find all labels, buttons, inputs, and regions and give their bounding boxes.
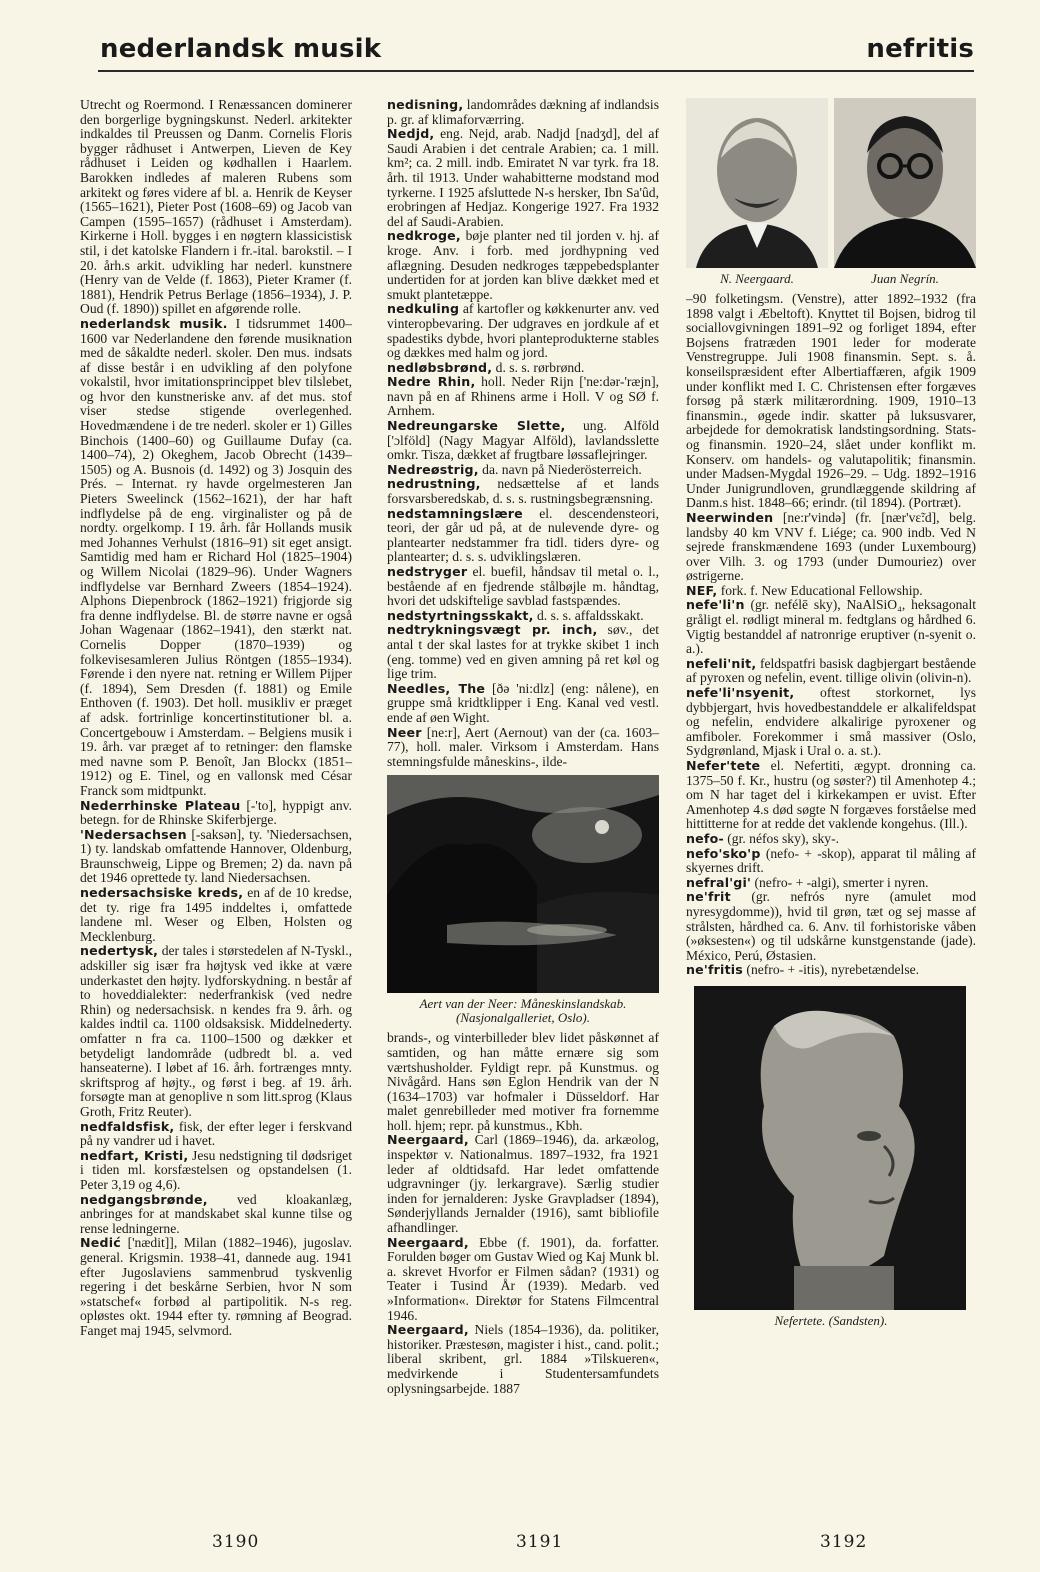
dictionary-entry: [387, 127, 659, 229]
entry-headword: ne'fritis: [686, 962, 744, 978]
entry-text: d. s. s. affaldsskakt.: [533, 607, 644, 623]
header-rule: [98, 70, 974, 72]
entry-text: Jesu nedstigning til dødsriget i tiden ml. korsfæstelsen og opstandelsen (1. Peter 3,19 og 4,6).: [80, 1147, 352, 1192]
entry-text: der tales i størstedelen af N-Tyskl., adskiller sig især fra højtysk ved ikke at være underkastet den højty. lydforskydning. n består af to hoveddialekter: nederfrankisk (ved nedre Rhin) og nedersachsisk. n kendes fra 9. årh. og kaldes indtil ca. 1100 oldsaksisk. Middelnederty. omfatter n fra ca. 1100–1500 og dækker et betydeligt landområde (udbredt bl. a. ved hanseaterne). I løbet af 16. årh. fortrænges mnty. skriftsprog af højty., og først i beg. af 19. årh. forsøgte man at genoplive n som litt.sprog (Klaus Groth, Fritz Reuter).: [80, 943, 352, 1119]
entry-text: da. navn på Niederösterreich.: [478, 461, 642, 477]
entry-headword: nedrustning,: [387, 476, 481, 492]
painting-figure: [387, 775, 659, 1025]
portrait-negrin: [834, 98, 976, 286]
entry-text: nedsættelse af et lands forsvarsberedskab, d. s. s. rustningsbegrænsning.: [387, 476, 659, 507]
entry-headword: nedstryger: [387, 564, 468, 579]
entry-text: (nefo- + -skop), apparat til måling af skyernes drift.: [686, 845, 976, 876]
dictionary-entry: [686, 292, 976, 511]
dictionary-entry: [80, 944, 352, 1119]
entry-text: (nefro- + -itis), nyrebetændelse.: [743, 962, 920, 978]
neergaard-photo-illustration: [686, 98, 828, 268]
dictionary-entry: [686, 584, 976, 599]
entry-headword: Nederrhinske Plateau: [80, 797, 241, 813]
dictionary-entry: [387, 1236, 659, 1324]
sculpture-figure: [686, 986, 976, 1328]
entry-text: eng. Nejd, arab. Nadjd [nadʒd], del af Saudi Arabien i det centrale Arabien; ca. 1 mill. km²; ca. 2 mill. indb. Emiratet N var tyrk. fra 18. årh. til 1913. Under wahabitterne modstand mod tyrkerne. I 1925 afsluttede N-s hersker, Ibn Sa'ûd, erobringen af Hedjaz. Kongerige 1927. Fra 1932 del af Saudi-Arabien.: [387, 126, 659, 229]
dictionary-entry: [686, 890, 976, 963]
sculpture-caption: Nefertete. (Sandsten).: [774, 1312, 888, 1328]
dictionary-entry: [686, 657, 976, 686]
dictionary-entry: [387, 98, 659, 127]
entry-text: ved kloakanlæg, anbringes for at mandskabet skal kunne tilse og rense ledningerne.: [80, 1191, 352, 1236]
dictionary-entry: [387, 609, 659, 624]
entry-headword: Nedreungarske Slette,: [387, 418, 566, 434]
entry-text: holl. Neder Rijn ['ne:dər-'ræjn], navn på en af Rhinens arme i Holl. V og SØ f. Arnhem.: [387, 374, 659, 419]
entry-headword: nedisning,: [387, 97, 464, 112]
entry-text: [-saksən], ty. 'Niedersachsen, 1) ty. landskab omfattende Hannover, Oldenburg, Braunschweig, Lippe og Bremen; 2) da. navn på det 1946 oprettede ty. land Niedersachsen.: [80, 826, 352, 886]
entry-text: Carl (1869–1946), da. arkæolog, inspektør v. Nationalmus. 1897–1932, fra 1921 leder af oldtidsafd. Har ledet omfattende udgravninger (jy. lerkargrave). Særlig studier inden for jernalderen: Jyske Gravpladser (1894), Sønderjyllands Jernalder (1916), samt bibliofile afhandlinger.: [387, 1132, 659, 1236]
dictionary-entry: [387, 1133, 659, 1235]
sculpture-image: [694, 986, 966, 1310]
painting-caption: Aert van der Neer: Måneskinslandskab. (Nasjonalgalleriet, Oslo).: [419, 996, 627, 1026]
entry-headword: nefe'li'n: [686, 597, 745, 613]
dictionary-entry: [686, 876, 976, 891]
entry-text: en af de 10 kredse, det ty. rige fra 1495 inddeltes i, omfattede landene ml. Weser og Elben, Holsten og Mecklenburg.: [80, 885, 353, 944]
entry-text: søv., det antal t der skal lastes for at trykke skibet 1 inch (eng. tomme) ved en given amning på ret køl og lige trim.: [387, 622, 660, 682]
dictionary-entry: [387, 477, 659, 506]
entry-text: ['nædit]], Milan (1882–1946), jugoslav. general. Krigsmin. 1938–41, dannede aug. 1941 efter Jugoslaviens sammenbrud tyskvenlig regering i det beskårne Serbien, hvor N som »statschef« forbød al partipolitik. N-s reg. opløstes okt. 1944 efter ty. rømning af Beograd. Fanget maj 1945, selvmord.: [80, 1235, 352, 1338]
dictionary-entry: [686, 963, 976, 978]
entry-text: feldspatfri basisk dagbjergart bestående af pyroxen og nefelin, event. tillige olivin (olivin-n).: [686, 655, 976, 686]
page-number-2: 3191: [516, 1532, 564, 1552]
column-1: [80, 98, 352, 1338]
running-head-left: nederlandsk musik: [100, 34, 382, 64]
entry-text: –90 folketingsm. (Venstre), atter 1892–1932 (fra 1898 valgt i Æbeltoft). Knyttet til Bojsen, bidrog til sociallovgivningen 1891–92 og forliget 1894, efter Bojsens fratræden 1901 leder for moderate Venstregruppe. Juli 1908 finansmin. Sept. s. å. konseilspræsident efter Albertiaffæren, afgik 1909 under konflikt med I. C. Christensen efter forgæves forsøg på stærk militærordning. 1909, 1910–13 finansmin., øgede indir. skatter på luksusvarer, arbejdede for demokratisk landstingsordning. Stats- og finansmin. 1920–24, slået under konflikt m. Konserv. om handels- og valutapolitik; finansmin. under Madsen-Mygdal 1926–29. – Udg. 1892–1916 Under Junigrundloven, grundlæggende skildring af Danm.s hist. 1848–66; erindr. (til 1894). (Portræt).: [686, 291, 976, 511]
dictionary-entry: [686, 511, 976, 584]
dictionary-entry: [387, 463, 659, 478]
entry-text: Utrecht og Roermond. I Renæssancen dominerer den borgerlige bygningskunst. Nederl. arkitekter indkaldes til Preussen og Danm. Cornelis Floris bygger rådhuset i Antwerpen, Lieven de Key rådhuset i Leiden og kødhallen i Haarlem. Barokken indledes af maleren Rubens som arkitekt og føres videre af bl. a. Henrik de Keyser (1565–1621), Pieter Post (1608–69) og Jacob van Campen (1595–1657) (rådhuset i Amsterdam). Kirkerne i Holl. bygges i en nøgtern klassicistisk stil, i det katolske Flandern i fr.-ital. barokstil. – I 20. årh.s arkit. udvikling har nederl. kunstnere (Henry van de Velde (f. 1863), Pieter Kramer (f. 1881), Hendrik Petrus Berlage (1856–1934), J. P. Oud (f. 1890)) spillet en afgørende rolle.: [80, 97, 352, 317]
running-head-right: nefritis: [866, 34, 974, 64]
painting-image: [387, 775, 659, 993]
portrait-neergaard-photo: [686, 98, 828, 268]
dictionary-entry: [387, 565, 659, 609]
dictionary-entry: [387, 1031, 659, 1133]
entry-text: fisk, der efter leger i ferskvand på ny vandrer ud i havet.: [80, 1118, 352, 1149]
entry-text: oftest storkornet, lys dybbjergart, hvis hovedbestanddele er alkalifeldspat og nefelin, endvidere alkalirige pyroxener og amfiboler. Forekommer i små massiver (Oslo, Sydgrønland, Mjask i Ural o. a. st.).: [686, 685, 976, 759]
dictionary-entry: [387, 375, 659, 419]
entry-headword: Neergaard,: [387, 1132, 469, 1148]
entry-text: fork. f. New Educational Fellowship.: [717, 582, 923, 598]
dictionary-entry: [80, 1236, 352, 1338]
entry-headword: nedersachsiske kreds,: [80, 885, 244, 901]
dictionary-entry: [80, 799, 352, 828]
entry-text: el. Nefertiti, ægypt. dronning ca. 1375–50 f. Kr., hustru (og søster?) til Amenhotep 4.; om N har taget del i kirkekampen er uvist. Efter Amenhotep 4.s død søgte N forgæves forståelse med hittitterne for at redde det vaklende kongehus. (Ill.).: [686, 758, 976, 832]
dictionary-entry: [80, 1149, 352, 1193]
dictionary-entry: [80, 886, 352, 944]
entry-text: (gr. nefélē sky), NaAlSiO₄, heksagonalt gråligt el. rødligt mineral m. fedtglans og hårdhed 6. Vigtig bestanddel af natronrige eruptiver (n-syenit o. a.).: [686, 597, 976, 657]
entry-text: [ne:r], Aert (Aernout) van der (ca. 1603–77), holl. maler. Virksom i Amsterdam. Hans stemningsfulde måneskins-, ilde-: [387, 724, 659, 769]
entry-text: (nefro- + -algi), smerter i nyren.: [751, 874, 929, 890]
portrait-neergaard-caption: N. Neergaard.: [720, 271, 794, 286]
dictionary-entry: [80, 1120, 352, 1149]
nefertete-bust-illustration: [694, 986, 966, 1310]
dictionary-entry: [686, 759, 976, 832]
entry-headword: nefo-: [686, 830, 724, 846]
page-number-3: 3192: [820, 1532, 868, 1552]
entry-headword: nefo'sko'p: [686, 845, 761, 861]
dictionary-entry: [387, 682, 659, 726]
entry-text: landområdes dækning af indlandsis p. gr. af klimaforværring.: [387, 97, 659, 127]
dictionary-entry: [80, 1193, 352, 1237]
entry-headword: nedtrykningsvægt pr. inch,: [387, 622, 598, 638]
dictionary-entry: [387, 726, 659, 770]
portrait-row: [686, 98, 976, 286]
moonlit-landscape-painting: [387, 775, 659, 993]
entry-text: Niels (1854–1936), da. politiker, historiker. Præstesøn, magister i hist., cand. polit.; liberal skribent, grl. 1884 »Tilskueren«, medvirkende i Studentersamfundets oplysningsarbejde. 1887: [387, 1322, 659, 1396]
dictionary-entry: [80, 828, 352, 886]
entry-headword: nedfaldsfisk,: [80, 1118, 175, 1134]
entry-headword: nedfart, Kristi,: [80, 1147, 189, 1163]
entry-headword: nedkroge,: [387, 228, 461, 244]
entry-headword: Nefer'tete: [686, 758, 761, 773]
entry-text: d. s. s. rørbrønd.: [492, 359, 585, 375]
entry-text: bøje planter ned til jorden v. hj. af kroge. Anv. i forb. med jordhypning ved aflægning. Desuden nedkroges tæppebedsplanter undertiden for at jorden kan blive dækket med et smukt plantetæppe.: [387, 228, 659, 302]
entry-headword: nedstyrtningsskakt,: [387, 607, 534, 623]
entry-headword: nederlandsk musik.: [80, 315, 228, 331]
dictionary-entry: [387, 507, 659, 565]
entry-text: Ebbe (f. 1901), da. forfatter. Forulden bøger om Gustav Wied og Kaj Munk bl. a. skrevet Hvorfor er Filmen sådan? (1931) og Teater i Tusind År (1939). Medarb. ved »Information«. Direktør for Statens Filmcentral 1946.: [387, 1234, 659, 1323]
entry-headword: nefral'gi': [686, 874, 752, 890]
entry-text: af kartofler og køkkenurter anv. ved vinteropbevaring. Der udgraves en jordkule af et spadestiks dybde, hvori planteprodukterne stables og dækkes med halm og jord.: [387, 301, 659, 361]
dictionary-entry: [387, 1323, 659, 1396]
dictionary-entry: [686, 598, 976, 656]
entry-headword: NEF,: [686, 582, 718, 598]
entry-headword: Nedjd,: [387, 126, 435, 142]
portrait-neergaard: [686, 98, 828, 286]
dictionary-entry: [686, 847, 976, 876]
entry-text: el. buefil, håndsav til metal o. l., bestående af en fjedrende stålbøjle m. håndtag, hvori det udskiftelige savblad fastspændes.: [387, 564, 659, 609]
entry-headword: ne'frit: [686, 889, 731, 905]
entry-text: (gr. nefrós nyre (amulet mod nyresygdomme)), hvid til grøn, tæt og sej masse af strålsten, hårdhed ca. 6. Anv. til forhistoriske våben (»øksesten«) og til udskårne kunstgenstande (jade). México, Perú, Østasien.: [686, 889, 976, 963]
entry-text: ung. Alföld ['ɔlföld] (Nagy Magyar Alföld), lavlandsslette omkr. Tisza, dækket af frugtbare løssaflejringer.: [387, 418, 659, 463]
column-3: [686, 98, 976, 1332]
entry-headword: Neergaard,: [387, 1234, 469, 1250]
entry-headword: nedstamningslære: [387, 505, 523, 521]
entry-text: [ne:r'vində] (fr. [nær'vɛ̃:d], belg. landsby 40 km VNV f. Liége; ca. 900 indb. Ved N sejrede franskmændene 1693 (under Luxembourg) over Vilh. 3. og 1793 (under Dumouriez) over østrigerne.: [686, 509, 976, 584]
dictionary-entry: [387, 419, 659, 463]
dictionary-entry: [387, 623, 659, 681]
entry-headword: nedløbsbrønd,: [387, 359, 493, 375]
entry-text: [-'to], hyppigt anv. betegn. for de Rhinske Skiferbjerge.: [80, 797, 352, 828]
dictionary-entry: [80, 98, 352, 317]
entry-text: I tidsrummet 1400–1600 var Nederlandene den førende musiknation med de såkaldte nederl. skoler. Den mus. indsats af disse består i en udvikling af den polyfone vokalstil, hvor imitationsprincippet blev tilslebet, og hvor den kunstneriske anv. af det mus. stof viser stedse stigende overlegenhed. Hovedmændene i de tre nederl. skoler er 1) Gilles Binchois (1400–60) og Guillaume Dufay (ca. 1400–74), 2) Okeghem, Jacob Obrecht (1439–1505) og A. Busnois (d. 1492) og 3) Josquin des Prés. – Internat. ry havde orgelmesteren Jan Pieters Sweelinck (1562–1621), der har haft indflydelse på de eng. virginalister og på de nordty. orgelkomp. I 19. årh. får Hollands musik med Johannes Verhulst (1816–91) sit eget ansigt. Samtidig med ham er Richard Hol (1825–1904) og Willem Nicolai (1829–96). Under Wagners indflydelse var Bernhard Zweers (1854–1924). Alphons Diepenbrock (1862–1921) frigjorde sig fra denne indflydelse. Bl. de større navne er også Johan Wagenaar (1862–1941), den stærkt nat. Cornelis Dopper (1870–1939) og folkevisesamleren Julius Röntgen (1855–1934). Førende i den nyere nat. retning er Willem Pijper (f. 1894), Sem Dresden (f. 1881) og Emile Enthoven (f. 1903). Det holl. musikliv er præget af adsk. fortrinlige koncertinstitutioner bl. a. Concertgebouw i Amsterdam. – Belgiens musik i 19. årh. var præget af to retninger: den flamske med navne som P. Benoît, Jan Blockx (1851–1912) og E. Tinel, og en vallonsk med César Franck som midtpunkt.: [80, 315, 352, 798]
entry-headword: nedertysk,: [80, 943, 159, 959]
dictionary-entry: [80, 317, 352, 799]
entry-headword: nefeli'nit,: [686, 655, 757, 671]
dictionary-entry: [387, 302, 659, 360]
entry-headword: nedgangsbrønde,: [80, 1191, 208, 1207]
entry-text: (gr. néfos sky), sky-.: [723, 830, 840, 846]
entry-headword: Neergaard,: [387, 1322, 469, 1338]
dictionary-entry: [387, 229, 659, 302]
entry-headword: Needles, The: [387, 680, 486, 696]
negrin-photo-illustration: [834, 98, 976, 268]
entry-text: el. descendensteori, teori, der går ud på, at de nulevende dyre- og plantearter nedstammer fra tidl. tiders dyre- og plantearter; d. s. s. udviklingslæren.: [387, 505, 659, 565]
entry-headword: Nedreøstrig,: [387, 461, 479, 477]
entry-headword: nefe'li'nsyenit,: [686, 685, 795, 701]
portrait-negrin-photo: [834, 98, 976, 268]
entry-headword: nedkuling: [387, 301, 460, 317]
dictionary-entry: [387, 361, 659, 376]
dictionary-entry: [686, 832, 976, 847]
column-2: [387, 98, 659, 1396]
dictionary-entry: [686, 686, 976, 759]
entry-headword: Nedre Rhin,: [387, 374, 476, 390]
entry-headword: 'Nedersachsen: [80, 826, 187, 842]
entry-text: brands-, og vinterbilleder blev lidet påskønnet af samtiden, og han måtte ernære sig som værtshusholder. Fyldigt repr. på Kunstmus. og Nivågård. Hans søn Eglon Hendrik van der N (1634–1703) var hofmaler i Düsseldorf. Har malet genrebilleder med motiver fra fornemme holl. hjem; repr. på kunstmus., Kbh.: [387, 1030, 659, 1133]
entry-headword: Nedić: [80, 1235, 121, 1251]
entry-headword: Neer: [387, 724, 422, 740]
portrait-negrin-caption: Juan Negrín.: [871, 271, 939, 286]
entry-headword: Neerwinden: [686, 509, 774, 525]
entry-text: [ðə 'ni:dlz] (eng: nålene), en gruppe små kridtklipper i Eng. Kanal ved vestl. ende af øen Wight.: [387, 680, 659, 725]
page-number-1: 3190: [212, 1532, 260, 1552]
